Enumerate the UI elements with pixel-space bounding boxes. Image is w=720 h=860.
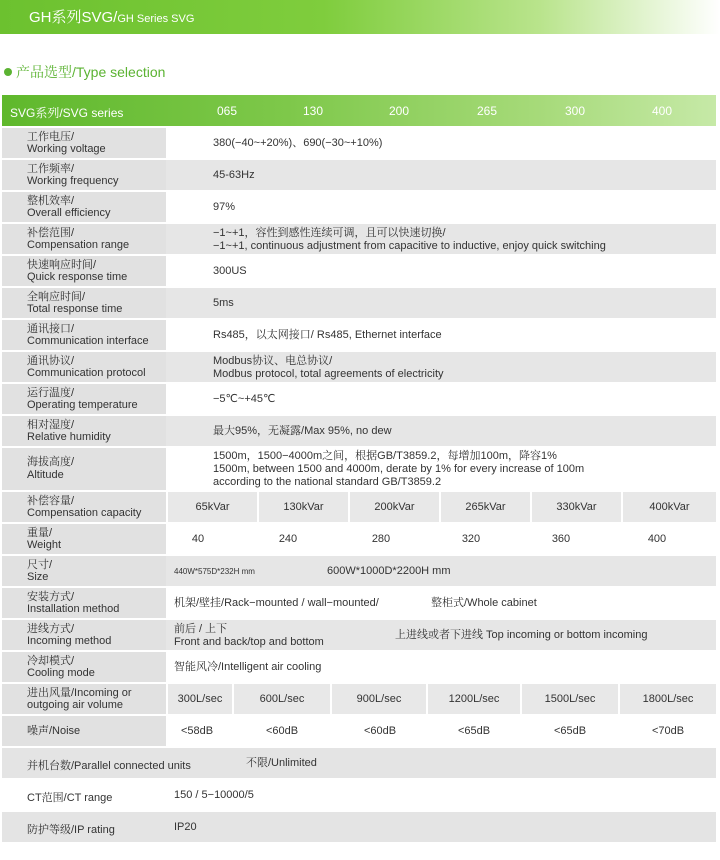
air-volume-cell: 1500L/sec [522,684,618,714]
table-row [2,448,716,490]
header-banner [0,0,720,34]
table-header [2,95,716,126]
capacity-cell: 130kVar [259,492,348,522]
row-value: 150 / 5−10000/5 [174,789,254,801]
row-label: 工作频率/ Working frequency [2,160,166,190]
table-row [2,192,716,222]
model-200: 200 [388,104,410,118]
model-265: 265 [476,104,498,118]
row-label: 相对湿度/ Relative humidity [2,416,166,446]
model-300: 300 [564,104,586,118]
incoming-value-a1: 前后 / 上下 [174,623,228,635]
row-value-line2: Modbus protocol, total agreements of electricity [213,368,444,380]
row-value: 380(−40~+20%)、690(−30~+10%) [213,137,383,149]
capacity-cell: 200kVar [350,492,439,522]
row-label: 运行温度/ Operating temperature [2,384,166,414]
table-row [2,224,716,254]
row-value: 智能风冷/Intelligent air cooling [174,661,322,673]
table-row [2,524,716,554]
table-row [2,556,716,586]
table-row [2,492,716,522]
size-small: 440W*575D*232H mm [174,567,255,576]
air-volume-cell: 1200L/sec [428,684,520,714]
model-130: 130 [302,104,324,118]
row-value-line1: 1500m，1500−4000m之间，根据GB/T3859.2，每增加100m，降容1% [213,450,557,462]
title-en: GH Series SVG [117,13,195,25]
bullet-dot-icon [4,68,12,76]
table-row [2,652,716,682]
section-title-text: 产品选型/Type selection [16,64,166,80]
row-label: 全响应时间/ Total response time [2,288,166,318]
weight-value: 280 [371,533,391,545]
table-row [2,288,716,318]
row-label: CT范围/CT range [27,792,113,804]
page-title [29,6,194,27]
capacity-cell: 330kVar [532,492,621,522]
noise-value: <65dB [457,725,491,737]
row-label: 整机效率/ Overall efficiency [2,192,166,222]
incoming-value-a2: Front and back/top and bottom [174,636,324,648]
table-row [2,684,716,714]
table-row [2,416,716,446]
noise-value: <58dB [180,725,214,737]
table-row [2,588,716,618]
incoming-value-b: 上进线或者下进线 Top incoming or bottom incoming [395,629,648,641]
section-title [4,62,165,82]
row-value-line1: −1~+1，容性到感性连续可调，且可以快速切换/ [213,227,446,239]
table-row [2,320,716,350]
table-row [2,160,716,190]
weight-value: 400 [647,533,667,545]
table-header-label: SVG系列/SVG series [10,106,124,120]
noise-value: <60dB [363,725,397,737]
row-label: 安装方式/ Installation method [2,588,166,618]
row-value: Rs485，以太网接口/ Rs485, Ethernet interface [213,329,442,341]
capacity-cell: 400kVar [623,492,716,522]
row-label: 进线方式/ Incoming method [2,620,166,650]
row-label: 进出风量/Incoming or outgoing air volume [2,684,166,714]
row-label: 冷却模式/ Cooling mode [2,652,166,682]
capacity-cell: 65kVar [168,492,257,522]
row-value-line1: Modbus协议、电总协议/ [213,355,333,367]
installation-value-b: 整柜式/Whole cabinet [431,597,537,609]
row-value-line3: according to the national standard GB/T3859.2 [213,476,442,488]
table-row [2,128,716,158]
table-row [2,256,716,286]
air-volume-cell: 900L/sec [332,684,426,714]
row-label: 快速响应时间/ Quick response time [2,256,166,286]
row-label: 噪声/Noise [2,716,166,746]
row-value: 5ms [213,297,234,309]
noise-value: <70dB [651,725,685,737]
model-065: 065 [216,104,238,118]
table-row [2,384,716,414]
row-value: 97% [213,201,236,213]
weight-value: 360 [551,533,571,545]
row-label: 工作电压/ Working voltage [2,128,166,158]
row-label: 海拔高度/ Altitude [2,448,166,490]
weight-value: 320 [461,533,481,545]
row-label: 并机台数/Parallel connected units [27,760,191,772]
row-value: 300US [213,265,247,277]
table-row [2,780,716,810]
table-row [2,812,716,842]
row-label: 尺寸/ Size [2,556,166,586]
air-volume-cell: 600L/sec [234,684,330,714]
weight-value: 40 [191,533,205,545]
row-value: 不限/Unlimited [246,757,317,769]
weight-value: 240 [278,533,298,545]
table-row [2,716,716,746]
noise-value: <65dB [553,725,587,737]
title-cn: GH系列SVG/ [29,9,118,26]
model-400: 400 [651,104,673,118]
size-large: 600W*1000D*2200H mm [327,565,451,577]
row-label: 补偿容量/ Compensation capacity [2,492,166,522]
row-value-line2: 1500m, between 1500 and 4000m, derate by 1% for every increase of 100m [213,463,585,475]
row-label: 补偿范围/ Compensation range [2,224,166,254]
installation-value-a: 机架/壁挂/Rack−mounted / wall−mounted/ [174,597,379,609]
row-value-line2: −1~+1, continuous adjustment from capacitive to inductive, enjoy quick switching [213,240,606,252]
table-row [2,352,716,382]
noise-value: <60dB [265,725,299,737]
row-label: 重量/ Weight [2,524,166,554]
row-value: 45-63Hz [213,169,255,181]
row-value: −5℃~+45℃ [213,393,276,405]
row-value: 最大95%，无凝露/Max 95%, no dew [213,425,392,437]
capacity-cell: 265kVar [441,492,530,522]
row-label: 通讯接口/ Communication interface [2,320,166,350]
row-label: 防护等级/IP rating [27,824,115,836]
table-row [2,748,716,778]
air-volume-cell: 300L/sec [168,684,232,714]
row-label: 通讯协议/ Communication protocol [2,352,166,382]
table-row [2,620,716,650]
air-volume-cell: 1800L/sec [620,684,716,714]
row-value: IP20 [174,821,197,833]
